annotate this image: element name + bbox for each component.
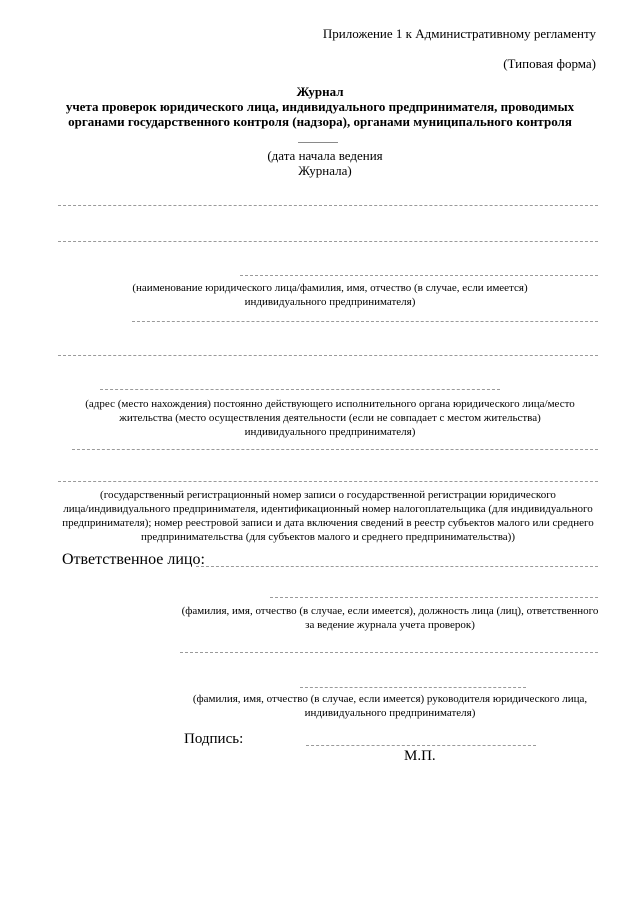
signature-field-line[interactable] [306,745,536,746]
address-field-line-1[interactable] [132,321,598,322]
date-caption-line-1: (дата начала ведения [267,148,383,163]
head-field-line-2[interactable] [300,687,526,688]
stamp-label: М.П. [404,748,436,764]
date-caption-line-2: Журнала) [298,163,352,178]
head-field-line-1[interactable] [180,652,598,653]
form-type-note: (Типовая форма) [503,56,596,71]
responsible-label: Ответственное лицо: [62,551,205,568]
registration-caption [56,488,600,544]
responsible-field-line-2[interactable] [270,597,598,598]
document-title [60,84,580,129]
date-caption [200,148,450,178]
registration-field-line-1[interactable] [72,449,598,450]
head-caption [180,692,600,720]
registration-caption-line-2: лица/индивидуального предпринимателя, идентификационный номер налогоплательщика (для индивидуального [63,503,593,515]
name-caption [70,281,590,309]
name-caption-line-2: индивидуального предпринимателя) [244,296,416,308]
registration-caption-line-1: (государственный регистрационный номер записи о государственной регистрации юридического [100,489,556,501]
address-caption-line-1: (адрес (место нахождения) постоянно действующего исполнительного органа юридического лица/место [85,398,575,410]
title-line-1: Журнал [296,84,344,99]
name-caption-line-1: (наименование юридического лица/фамилия, имя, отчество (в случае, если имеется) [132,282,528,294]
registration-caption-line-3: предпринимателя); номер реестровой записи и дата включения сведений в реестр субъектов малого или среднего [62,517,594,529]
registration-caption-line-4: предпринимательства (для субъектов малого и среднего предпринимательства)) [140,531,515,543]
address-caption [60,397,600,439]
title-line-2: учета проверок юридического лица, индивидуального предпринимателя, проводимых [65,99,575,114]
name-field-line-3[interactable] [240,275,598,276]
responsible-caption-line-2: за ведение журнала учета проверок) [305,619,475,631]
registration-field-line-2[interactable] [58,481,598,482]
address-field-line-3[interactable] [100,389,500,390]
title-line-3: органами государственного контроля (надзора), органами муниципального контроля [68,114,572,129]
name-field-line-1[interactable] [58,205,598,206]
address-field-line-2[interactable] [58,355,598,356]
address-caption-line-3: индивидуального предпринимателя) [244,426,416,438]
address-caption-line-2: жительства (место осуществления деятельности (если не совпадает с местом жительства) [119,412,541,424]
head-caption-line-2: индивидуального предпринимателя) [304,707,476,719]
head-caption-line-1: (фамилия, имя, отчество (в случае, если имеется) руководителя юридического лица, [192,693,588,705]
signature-label: Подпись: [184,731,244,747]
date-field-line[interactable] [298,142,338,143]
responsible-field-line-1[interactable] [196,566,598,567]
name-field-line-2[interactable] [58,241,598,242]
responsible-caption-line-1: (фамилия, имя, отчество (в случае, если имеется), должность лица (лиц), ответственного [181,605,599,617]
appendix-note: Приложение 1 к Административному регламенту [322,26,596,41]
responsible-caption [180,604,600,632]
